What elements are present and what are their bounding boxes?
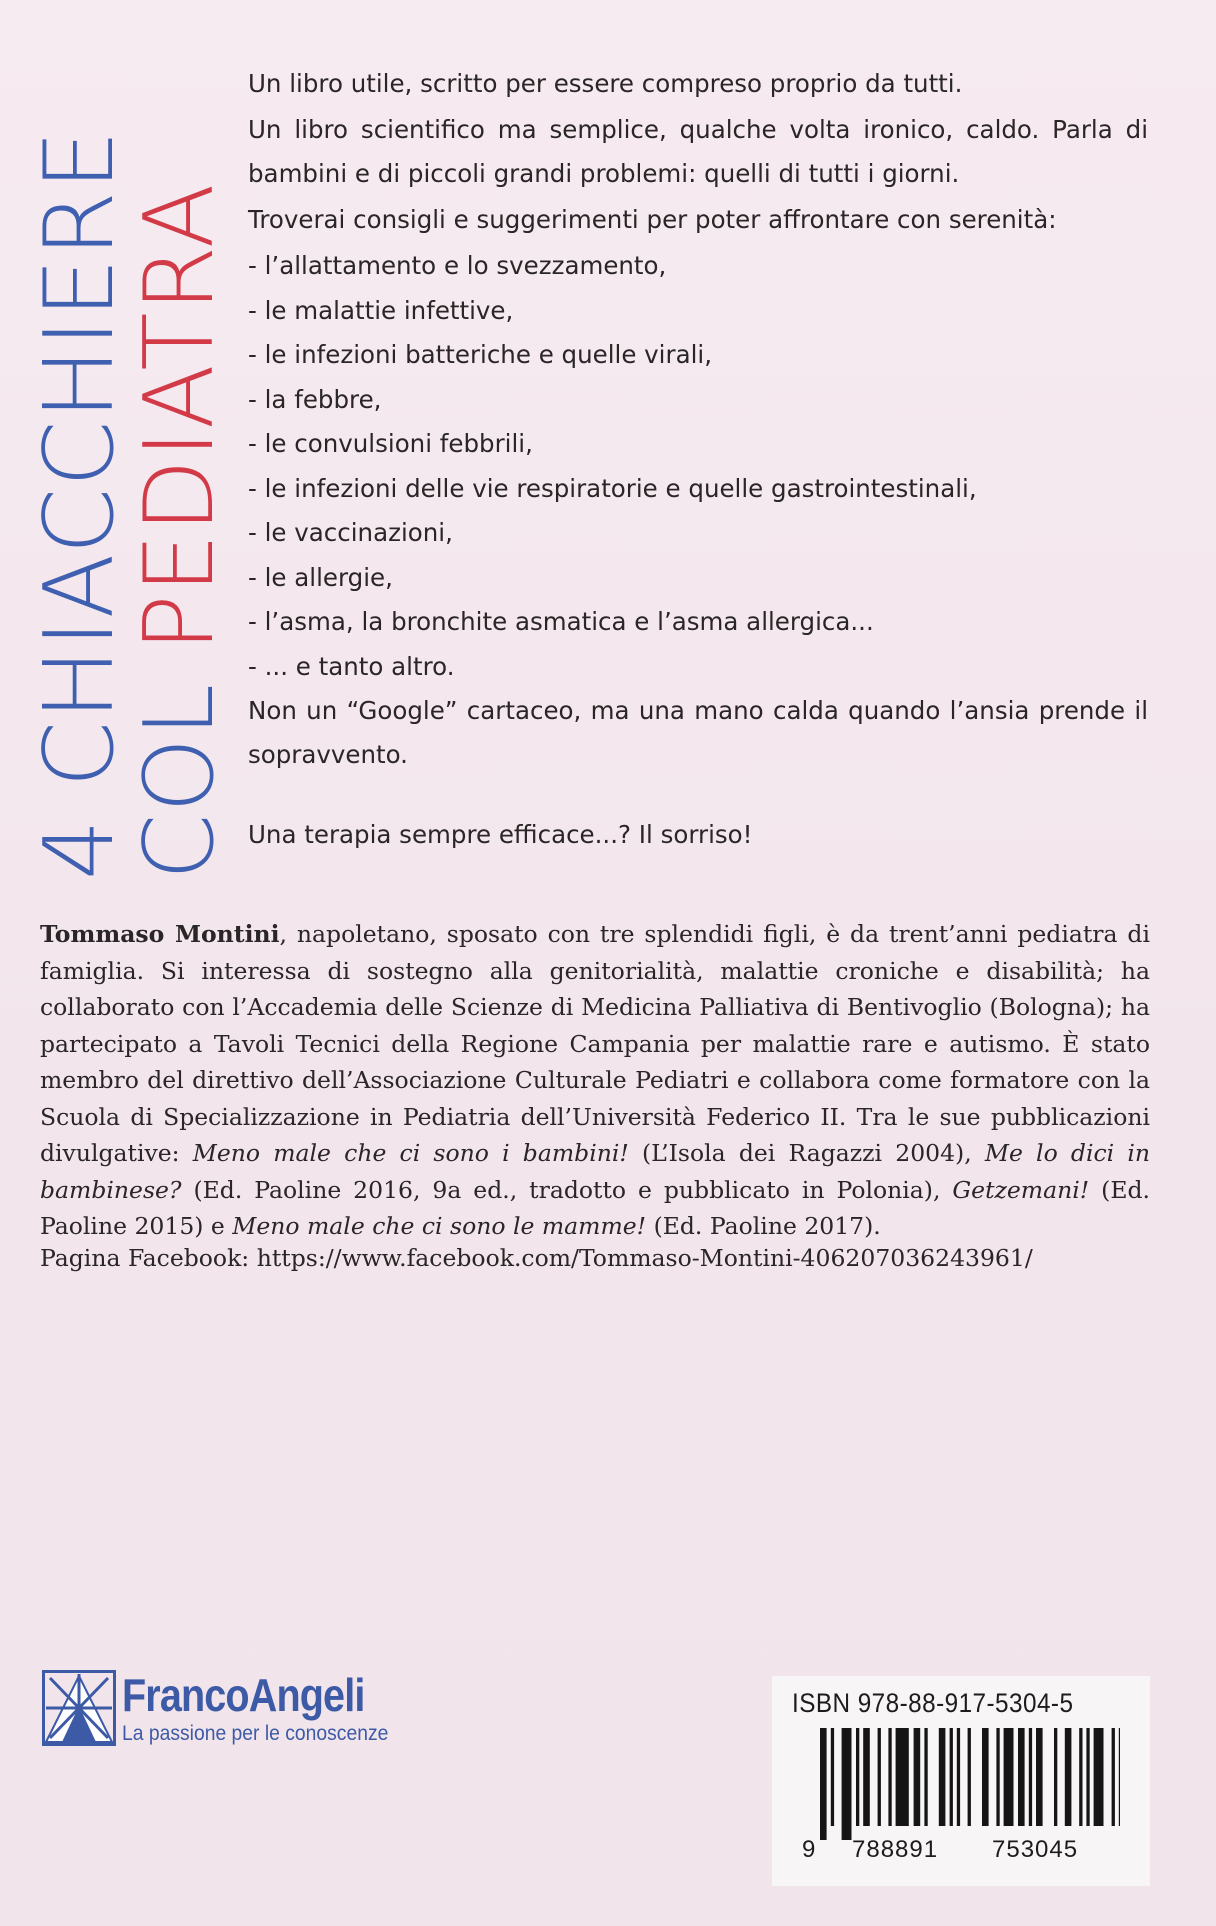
barcode-digits-left: 788891 xyxy=(852,1836,939,1863)
blurb-topic-list xyxy=(248,244,1148,689)
barcode-digits-right: 753045 xyxy=(992,1836,1079,1863)
list-item: - le vaccinazioni, xyxy=(248,518,453,547)
barcode-bar xyxy=(939,1728,946,1826)
barcode-bar xyxy=(1054,1728,1057,1826)
bio-text: , napoletano, sposato con tre splendidi figli, è da trent’anni pediatra di famiglia. Si interessa di sostegno alla genitorialità, malattie croniche e disabilità; ha collaborato con l’Accademia delle Scienze di Medicina Palliativa di Bentivoglio (Bologna); ha partecipato a Tavoli Tecnici della Regione Campania per malattie rare e autismo. È stato membro del direttivo dell’Associazione Culturale Pediatri e collabora come formatore con la Scuola di Specializzazione in Pediatria dell’Università Federico II. Tra le sue pubblicazioni divulgative: xyxy=(40,920,1150,1167)
list-item: - le malattie infettive, xyxy=(248,295,514,325)
list-item: - l’allattamento e lo svezzamento, xyxy=(248,251,667,280)
barcode-bar xyxy=(1119,1728,1120,1826)
list-item: - le allergie, xyxy=(248,562,393,592)
title-line-2 xyxy=(125,129,235,880)
blurb xyxy=(248,62,1148,859)
author-bio xyxy=(40,916,1150,1245)
barcode-bar xyxy=(1029,1728,1032,1826)
blurb-intro-2: Un libro scientifico ma semplice, qualche volta ironico, caldo. Parla di bambini e di piccoli grandi problemi: quelli di tutti i giorni. xyxy=(248,115,1148,188)
barcode-bar xyxy=(1018,1728,1025,1826)
blurb-intro-1: Un libro utile, scritto per essere compreso proprio da tutti. xyxy=(248,69,963,98)
barcode-bar xyxy=(820,1728,827,1840)
barcode-bar xyxy=(1112,1728,1115,1826)
barcode-bar xyxy=(856,1728,859,1826)
bio-text: (Ed. Paoline 2017). xyxy=(646,1212,881,1240)
list-item: - l’asma, la bronchite asmatica e l’asma allergica... xyxy=(248,607,874,636)
barcode-bar xyxy=(1036,1728,1043,1826)
barcode-bar xyxy=(1094,1728,1104,1826)
barcode-bar xyxy=(1086,1728,1089,1826)
barcode-bar xyxy=(863,1728,870,1826)
bio-text: (Ed. Paoline 2016, 9a ed., tradotto e pubblicato in Polonia), xyxy=(181,1175,953,1204)
book-title-2: Me lo dici in bambinese? xyxy=(40,1139,1150,1204)
bio-text: (Ed. Paoline 2015) e xyxy=(40,1175,1150,1240)
barcode-bar xyxy=(896,1728,909,1826)
isbn-label: ISBN 978-88-917-5304-5 xyxy=(792,1688,1074,1718)
list-item: - le convulsioni febbrili, xyxy=(248,429,533,458)
list-item: - ... e tanto altro. xyxy=(248,651,455,681)
barcode-bar xyxy=(888,1728,891,1826)
publisher-logo xyxy=(42,1670,442,1750)
list-item: - le infezioni delle vie respiratorie e quelle gastrointestinali, xyxy=(248,473,977,503)
list-item: - le infezioni batteriche e quelle virali, xyxy=(248,340,712,369)
publisher-name: FrancoAngeli xyxy=(122,1669,365,1721)
title-line-2-accent: PEDIATRA xyxy=(125,182,235,652)
blurb-closing-1: Non un “Google” cartaceo, ma una mano calda quando l’ansia prende il sopravvento. xyxy=(248,696,1148,769)
title-line-1: 4 CHIACCHIERE xyxy=(25,129,135,880)
isbn-barcode xyxy=(772,1676,1150,1886)
barcode-bar xyxy=(1079,1728,1082,1826)
list-item: - la febbre, xyxy=(248,384,382,414)
barcode-bar xyxy=(924,1728,927,1826)
author-name: Tommaso Montini xyxy=(40,920,280,948)
blurb-intro-3: Troverai consigli e suggerimenti per poter affrontare con serenità: xyxy=(248,205,1057,234)
facebook-page-link[interactable]: Pagina Facebook: https://www.facebook.com/Tommaso-Montini-406207036243961/ xyxy=(40,1244,1033,1272)
title-line-2-prefix: COL xyxy=(125,651,235,880)
barcode-bar xyxy=(914,1728,921,1826)
book-title-4: Meno male che ci sono le mamme! xyxy=(232,1212,647,1240)
publisher-tagline: La passione per le conoscenze xyxy=(122,1722,389,1745)
book-title-3: Getzemani! xyxy=(952,1175,1090,1204)
barcode-bar xyxy=(1004,1728,1014,1826)
barcode-bar xyxy=(842,1728,852,1840)
barcode-bar xyxy=(957,1728,960,1826)
book-title xyxy=(25,60,235,880)
barcode-bar xyxy=(968,1728,971,1826)
book-title-1: Meno male che ci sono i bambini! xyxy=(192,1139,629,1167)
barcode-bar xyxy=(878,1728,881,1826)
blurb-closing-2: Una terapia sempre efficace...? Il sorriso! xyxy=(248,820,753,849)
barcode-bar xyxy=(831,1728,834,1826)
barcode-bar xyxy=(950,1728,953,1826)
barcode-digit-lead: 9 xyxy=(802,1836,817,1863)
bio-text: (L’Isola dei Ragazzi 2004), xyxy=(628,1139,985,1167)
barcode-bar xyxy=(982,1728,989,1826)
barcode-bar xyxy=(996,1728,999,1826)
barcode-icon xyxy=(820,1728,1120,1840)
publisher-logo-icon xyxy=(42,1670,116,1746)
barcode-bar xyxy=(1065,1728,1072,1826)
